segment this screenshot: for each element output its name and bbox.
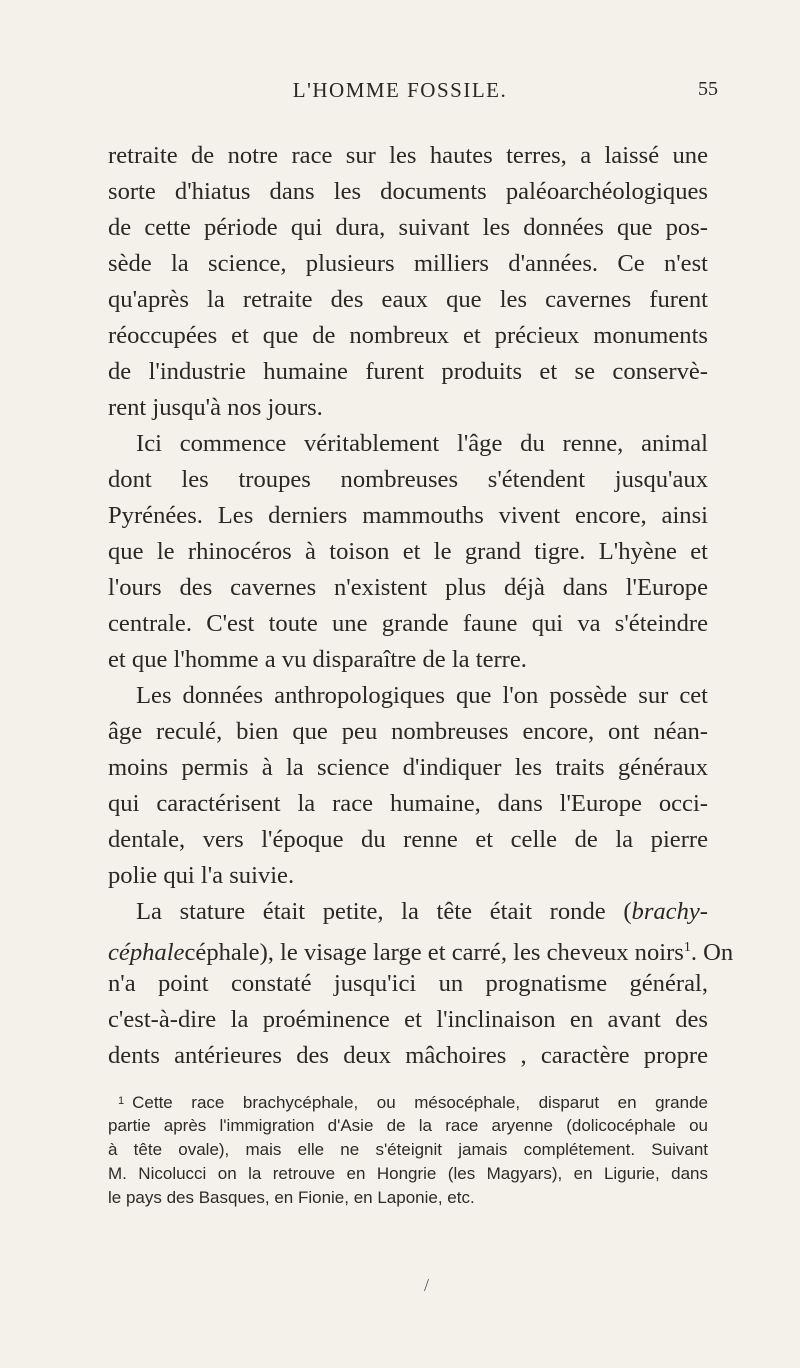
running-title: L'HOMME FOSSILE. bbox=[292, 78, 508, 102]
italic-term: céphale bbox=[108, 939, 185, 966]
text-line: et que l'homme a vu disparaître de la terre. bbox=[108, 646, 527, 673]
text-line: rent jusqu'à nos jours. bbox=[108, 394, 323, 421]
footnote-text: Cette race brachycéphale, ou mésocéphale, disparut en grande bbox=[132, 1093, 708, 1112]
text-line: l'ours des cavernes n'existent plus déjà dans l'Europe bbox=[108, 574, 708, 601]
text-line bbox=[136, 894, 708, 930]
text-line: que le rhinocéros à toison et le grand tigre. L'hyène et bbox=[108, 538, 708, 565]
text-line: âge reculé, bien que peu nombreuses encore, ont néan- bbox=[108, 718, 708, 745]
footnote-line: partie après l'immigration d'Asie de la race aryenne (dolicocéphale ou bbox=[108, 1116, 708, 1135]
text-segment: La stature était petite, la tête était ronde ( bbox=[136, 898, 632, 925]
footnote-marker: 1 bbox=[118, 1095, 125, 1107]
text-line: dont les troupes nombreuses s'étendent jusqu'aux bbox=[108, 466, 708, 493]
italic-term: brachy- bbox=[631, 898, 708, 925]
printer-mark: / bbox=[424, 1275, 430, 1295]
text-line: sède la science, plusieurs milliers d'années. Ce n'est bbox=[108, 250, 708, 277]
running-head bbox=[0, 78, 800, 108]
text-line: n'a point constaté jusqu'ici un prognatisme général, bbox=[108, 970, 708, 997]
text-line: centrale. C'est toute une grande faune qui va s'éteindre bbox=[108, 610, 708, 637]
text-line: retraite de notre race sur les hautes terres, a laissé une bbox=[108, 142, 708, 169]
text-line: de l'industrie humaine furent produits et se conservè- bbox=[108, 358, 708, 385]
footnote-line: le pays des Basques, en Fionie, en Laponie, etc. bbox=[108, 1188, 475, 1207]
footnote-line bbox=[118, 1090, 708, 1114]
text-line: dentale, vers l'époque du renne et celle de la pierre bbox=[108, 826, 708, 853]
text-line: moins permis à la science d'indiquer les traits généraux bbox=[108, 754, 708, 781]
text-line: polie qui l'a suivie. bbox=[108, 862, 295, 889]
text-line: Les données anthropologiques que l'on possède sur cet bbox=[136, 682, 708, 709]
text-line bbox=[108, 930, 734, 966]
text-line: réoccupées et que de nombreux et précieux monuments bbox=[108, 322, 708, 349]
text-line: Pyrénées. Les derniers mammouths vivent encore, ainsi bbox=[108, 502, 708, 529]
text-line: Ici commence véritablement l'âge du renne, animal bbox=[136, 430, 708, 457]
text-line: qu'après la retraite des eaux que les cavernes furent bbox=[108, 286, 708, 313]
text-segment: céphale), le visage large et carré, les cheveux noirs bbox=[184, 939, 684, 966]
text-line: sorte d'hiatus dans les documents paléoarchéologiques bbox=[108, 178, 708, 205]
text-segment: . On bbox=[690, 939, 734, 966]
footnote-reference: 1 bbox=[683, 940, 691, 955]
text-line: c'est-à-dire la proéminence et l'inclinaison en avant des bbox=[108, 1006, 708, 1033]
text-line: dents antérieures des deux mâchoires , caractère propre bbox=[108, 1042, 708, 1069]
footnote-line: M. Nicolucci on la retrouve en Hongrie (les Magyars), en Ligurie, dans bbox=[108, 1164, 708, 1183]
text-line: qui caractérisent la race humaine, dans l'Europe occi- bbox=[108, 790, 708, 817]
page-number: 55 bbox=[698, 78, 718, 100]
footnote-line: à tête ovale), mais elle ne s'éteignit jamais complétement. Suivant bbox=[108, 1140, 708, 1159]
text-line: de cette période qui dura, suivant les données que pos- bbox=[108, 214, 708, 241]
